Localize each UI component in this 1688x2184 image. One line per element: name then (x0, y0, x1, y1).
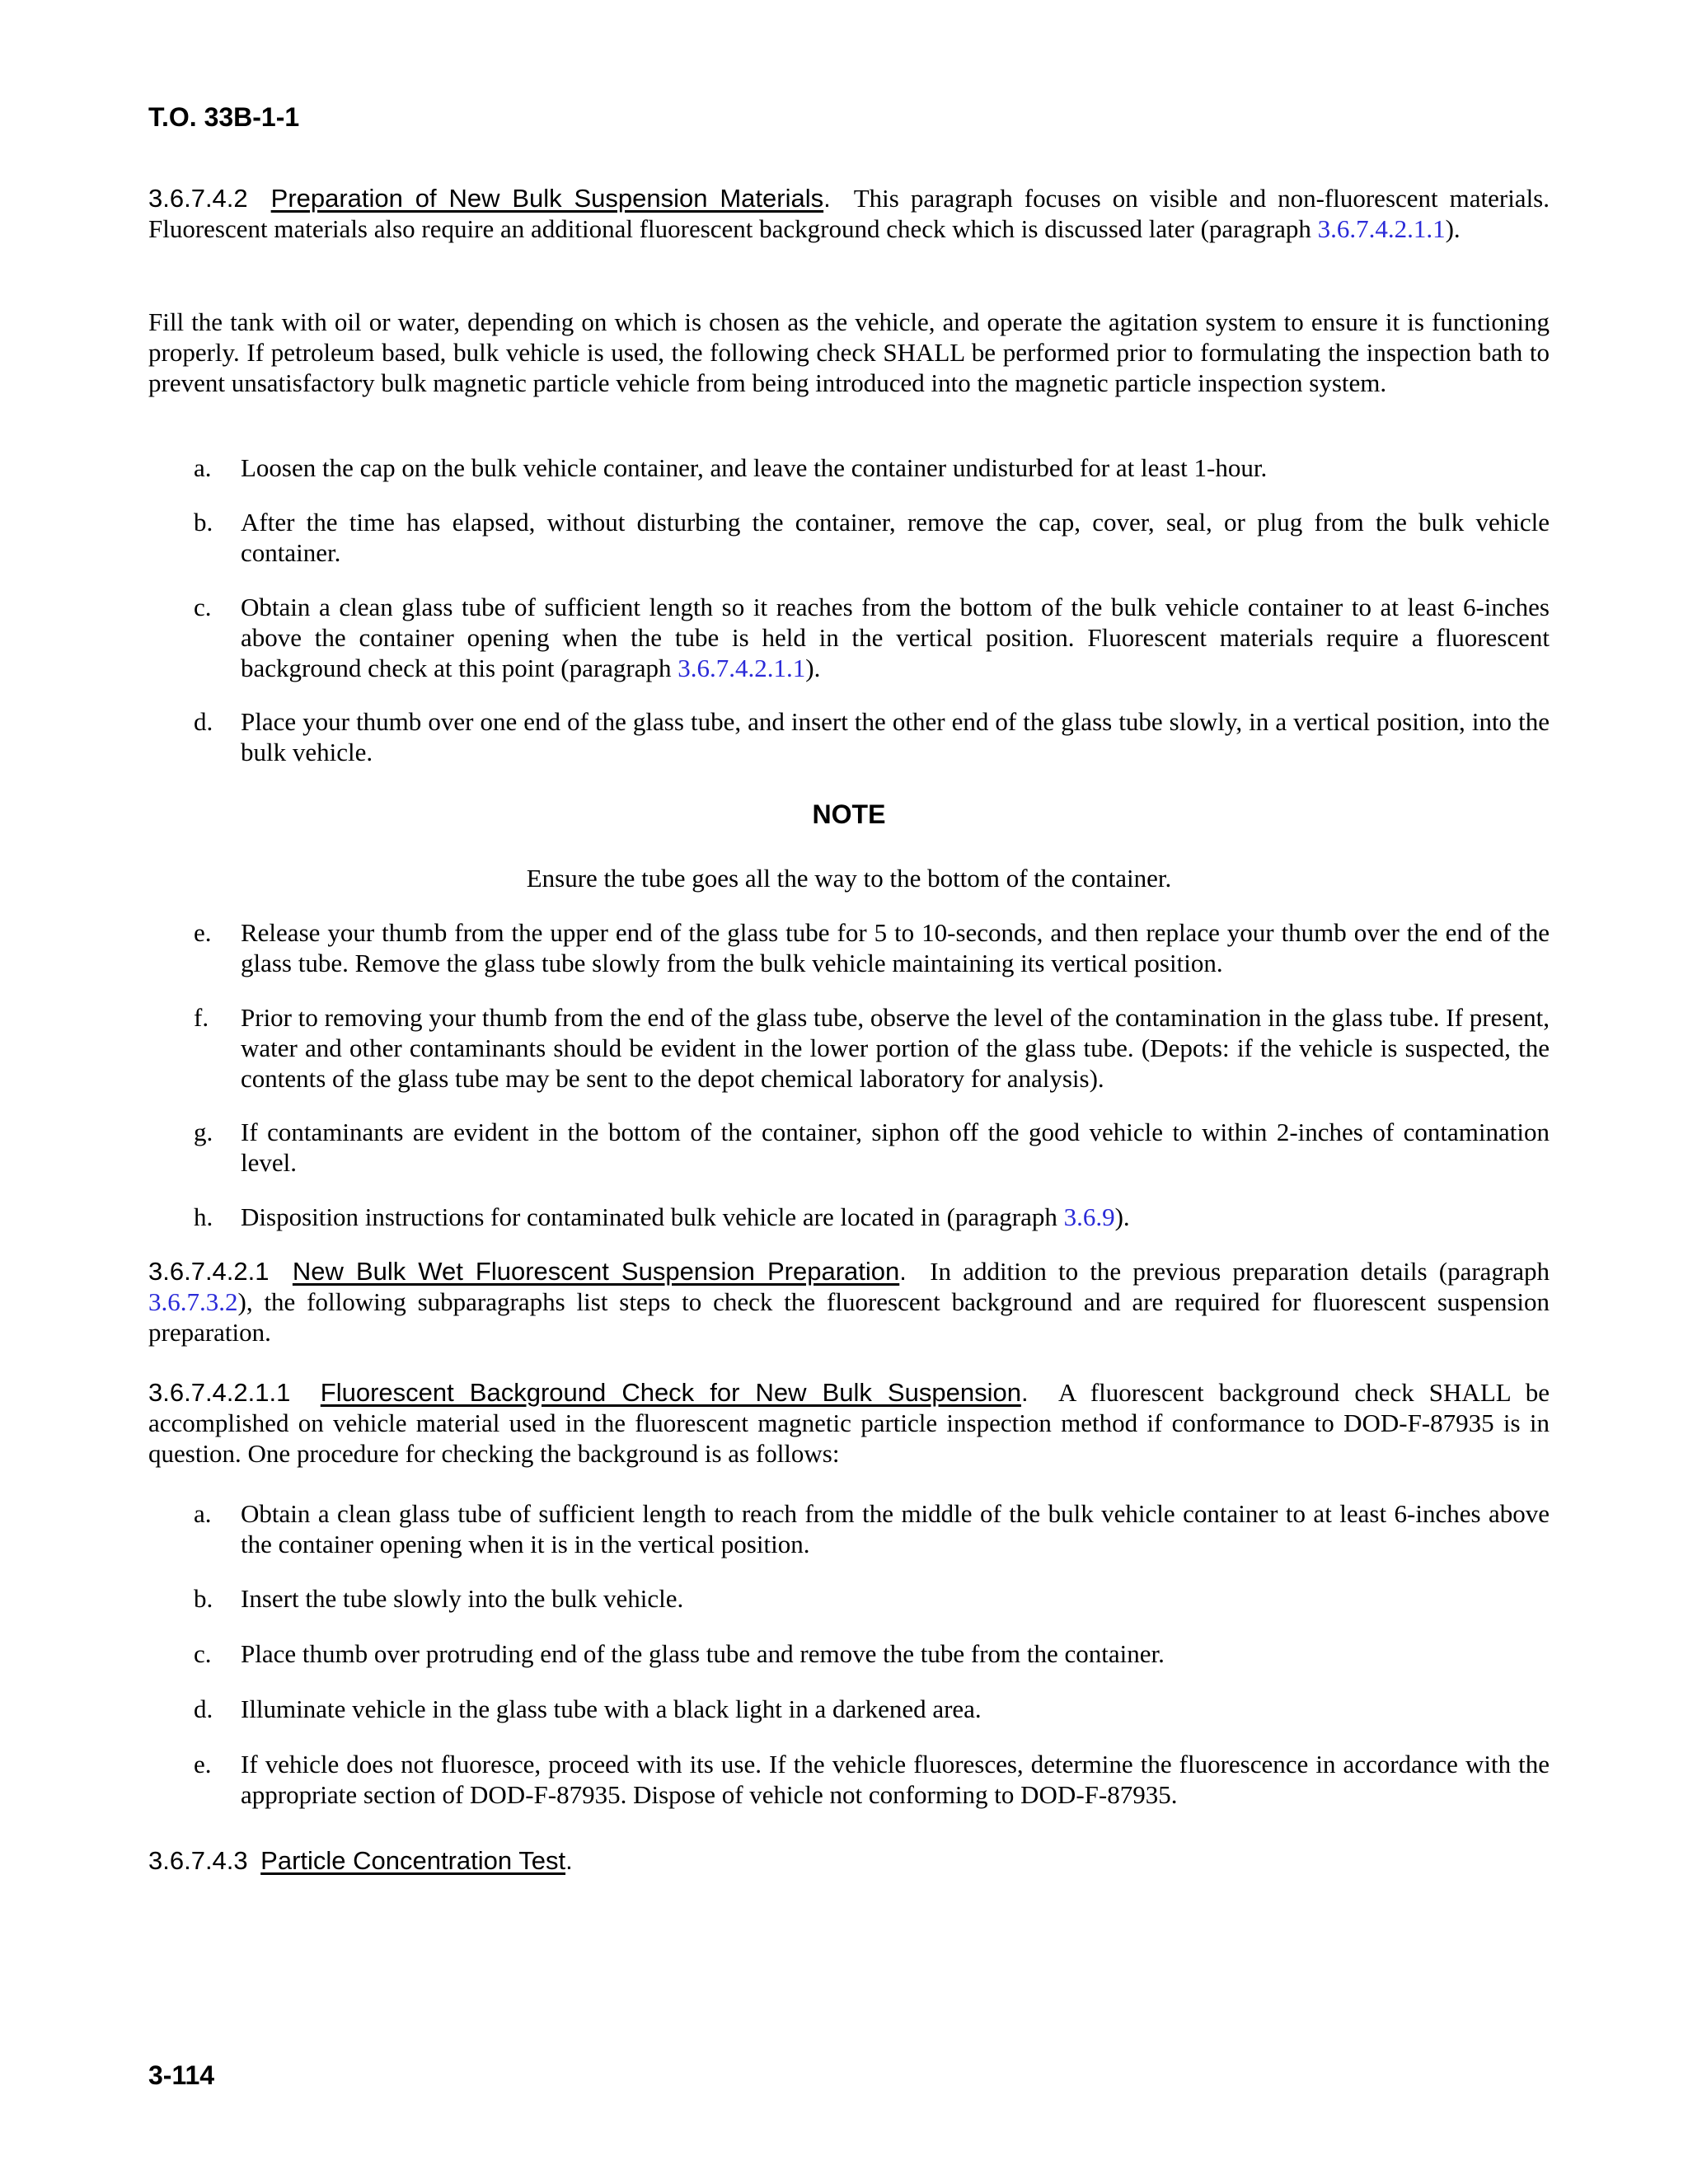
note-text: Ensure the tube goes all the way to the bottom of the container. (526, 864, 1172, 893)
section-text: This paragraph focuses on visible and non-fluorescent materials. Fluorescent materials also require an additional fluorescent background check which is discussed later (paragraph (148, 184, 1550, 243)
section-number: 3.6.7.4.2.1 (148, 1257, 270, 1286)
list-item: b. After the time has elapsed, without disturbing the container, remove the cap, cover, seal, or plug from the bulk vehicle container. (194, 508, 1550, 567)
section-title: Fluorescent Background Check for New Bulk Suspension (320, 1378, 1021, 1407)
paragraph-link[interactable]: 3.6.7.4.2.1.1 (1317, 214, 1446, 243)
paragraph-link[interactable]: 3.6.7.3.2 (148, 1287, 238, 1316)
section-3-6-7-4-2-1-1: 3.6.7.4.2.1.1 Fluorescent Background Check for New Bulk Suspension. A fluorescent background check SHALL be accomplished on vehicle material used in the fluorescent magnetic particle inspection method if conformance to DOD-F-87935 is in question. One procedure for checking the background is as follows: (148, 1378, 1550, 1468)
section-title: Preparation of New Bulk Suspension Materials (270, 184, 824, 213)
section-number: 3.6.7.4.2.1.1 (148, 1378, 291, 1407)
section-3-6-7-4-2-1: 3.6.7.4.2.1 New Bulk Wet Fluorescent Suspension Preparation. In addition to the previous preparation details (paragraph 3.6.7.3.2), the following subparagraphs list steps to check the fluorescent background and are required for fluorescent suspension preparation. (148, 1257, 1550, 1347)
list-item: d. Illuminate vehicle in the glass tube with a black light in a darkened area. (194, 1694, 982, 1723)
list-item: b. Insert the tube slowly into the bulk vehicle. (194, 1584, 684, 1613)
list-item: h. Disposition instructions for contaminated bulk vehicle are located in (paragraph 3.6.9). (194, 1202, 1130, 1231)
list-item: d. Place your thumb over one end of the glass tube, and insert the other end of the glass tube slowly, in a vertical position, into the bulk vehicle. (194, 707, 1550, 766)
list-item: e. If vehicle does not fluoresce, proceed with its use. If the vehicle fluoresces, determine the fluorescence in accordance with the appropriate section of DOD-F-87935. Dispose of vehicle not conforming to DOD-F-87935. (194, 1750, 1550, 1809)
page-number: 3-114 (148, 2060, 215, 2090)
intro-paragraph: Fill the tank with oil or water, depending on which is chosen as the vehicle, and operate the agitation system to ensure it is functioning properly. If petroleum based, bulk vehicle is used, the following check SHALL be performed prior to formulating the inspection bath to prevent unsatisfactory bulk magnetic particle vehicle from being introduced into the magnetic particle inspection system. (148, 307, 1550, 397)
note-title: NOTE (812, 799, 886, 829)
list-item: f. Prior to removing your thumb from the end of the glass tube, observe the level of the contamination in the glass tube. If present, water and other contaminants should be evident in the lower portion of the glass tube. (Depots: if the vehicle is suspected, the contents of the glass tube may be sent to the depot chemical laboratory for analysis). (194, 1003, 1550, 1093)
list-item: c. Place thumb over protruding end of the glass tube and remove the tube from the container. (194, 1639, 1165, 1668)
section-title: New Bulk Wet Fluorescent Suspension Preparation (292, 1257, 900, 1286)
paragraph-link[interactable]: 3.6.7.4.2.1.1 (678, 654, 806, 682)
section-3-6-7-4-3: 3.6.7.4.3 Particle Concentration Test. (148, 1846, 573, 1875)
section-title: Particle Concentration Test (260, 1846, 566, 1875)
list-item: e. Release your thumb from the upper end of the glass tube for 5 to 10-seconds, and then replace your thumb over the end of the glass tube. Remove the glass tube slowly from the bulk vehicle maintaining its vertical position. (194, 918, 1550, 977)
paragraph-link[interactable]: 3.6.9 (1063, 1202, 1115, 1231)
list-item: g. If contaminants are evident in the bottom of the container, siphon off the good vehicle to within 2-inches of contamination level. (194, 1118, 1550, 1177)
section-number: 3.6.7.4.2 (148, 184, 248, 213)
section-3-6-7-4-2: 3.6.7.4.2 Preparation of New Bulk Suspension Materials. This paragraph focuses on visible and non-fluorescent materials. Fluorescent materials also require an additional fluorescent background check which is discussed later (paragraph 3.6.7.4.2.1.1). (148, 184, 1550, 243)
list-item: a. Obtain a clean glass tube of sufficient length to reach from the middle of the bulk vehicle container to at least 6-inches above the container opening when it is in the vertical position. (194, 1499, 1550, 1558)
section-number: 3.6.7.4.3 (148, 1846, 248, 1875)
list-item: c. Obtain a clean glass tube of sufficient length so it reaches from the bottom of the bulk vehicle container to at least 6-inches above the container opening when the tube is held in the vertical position. Fluorescent materials require a fluorescent background check at this point (paragraph 3.6.7.4.2.1.1). (194, 593, 1550, 682)
list-item: a. Loosen the cap on the bulk vehicle container, and leave the container undisturbed for at least 1-hour. (194, 453, 1268, 482)
document-id: T.O. 33B-1-1 (148, 102, 300, 132)
